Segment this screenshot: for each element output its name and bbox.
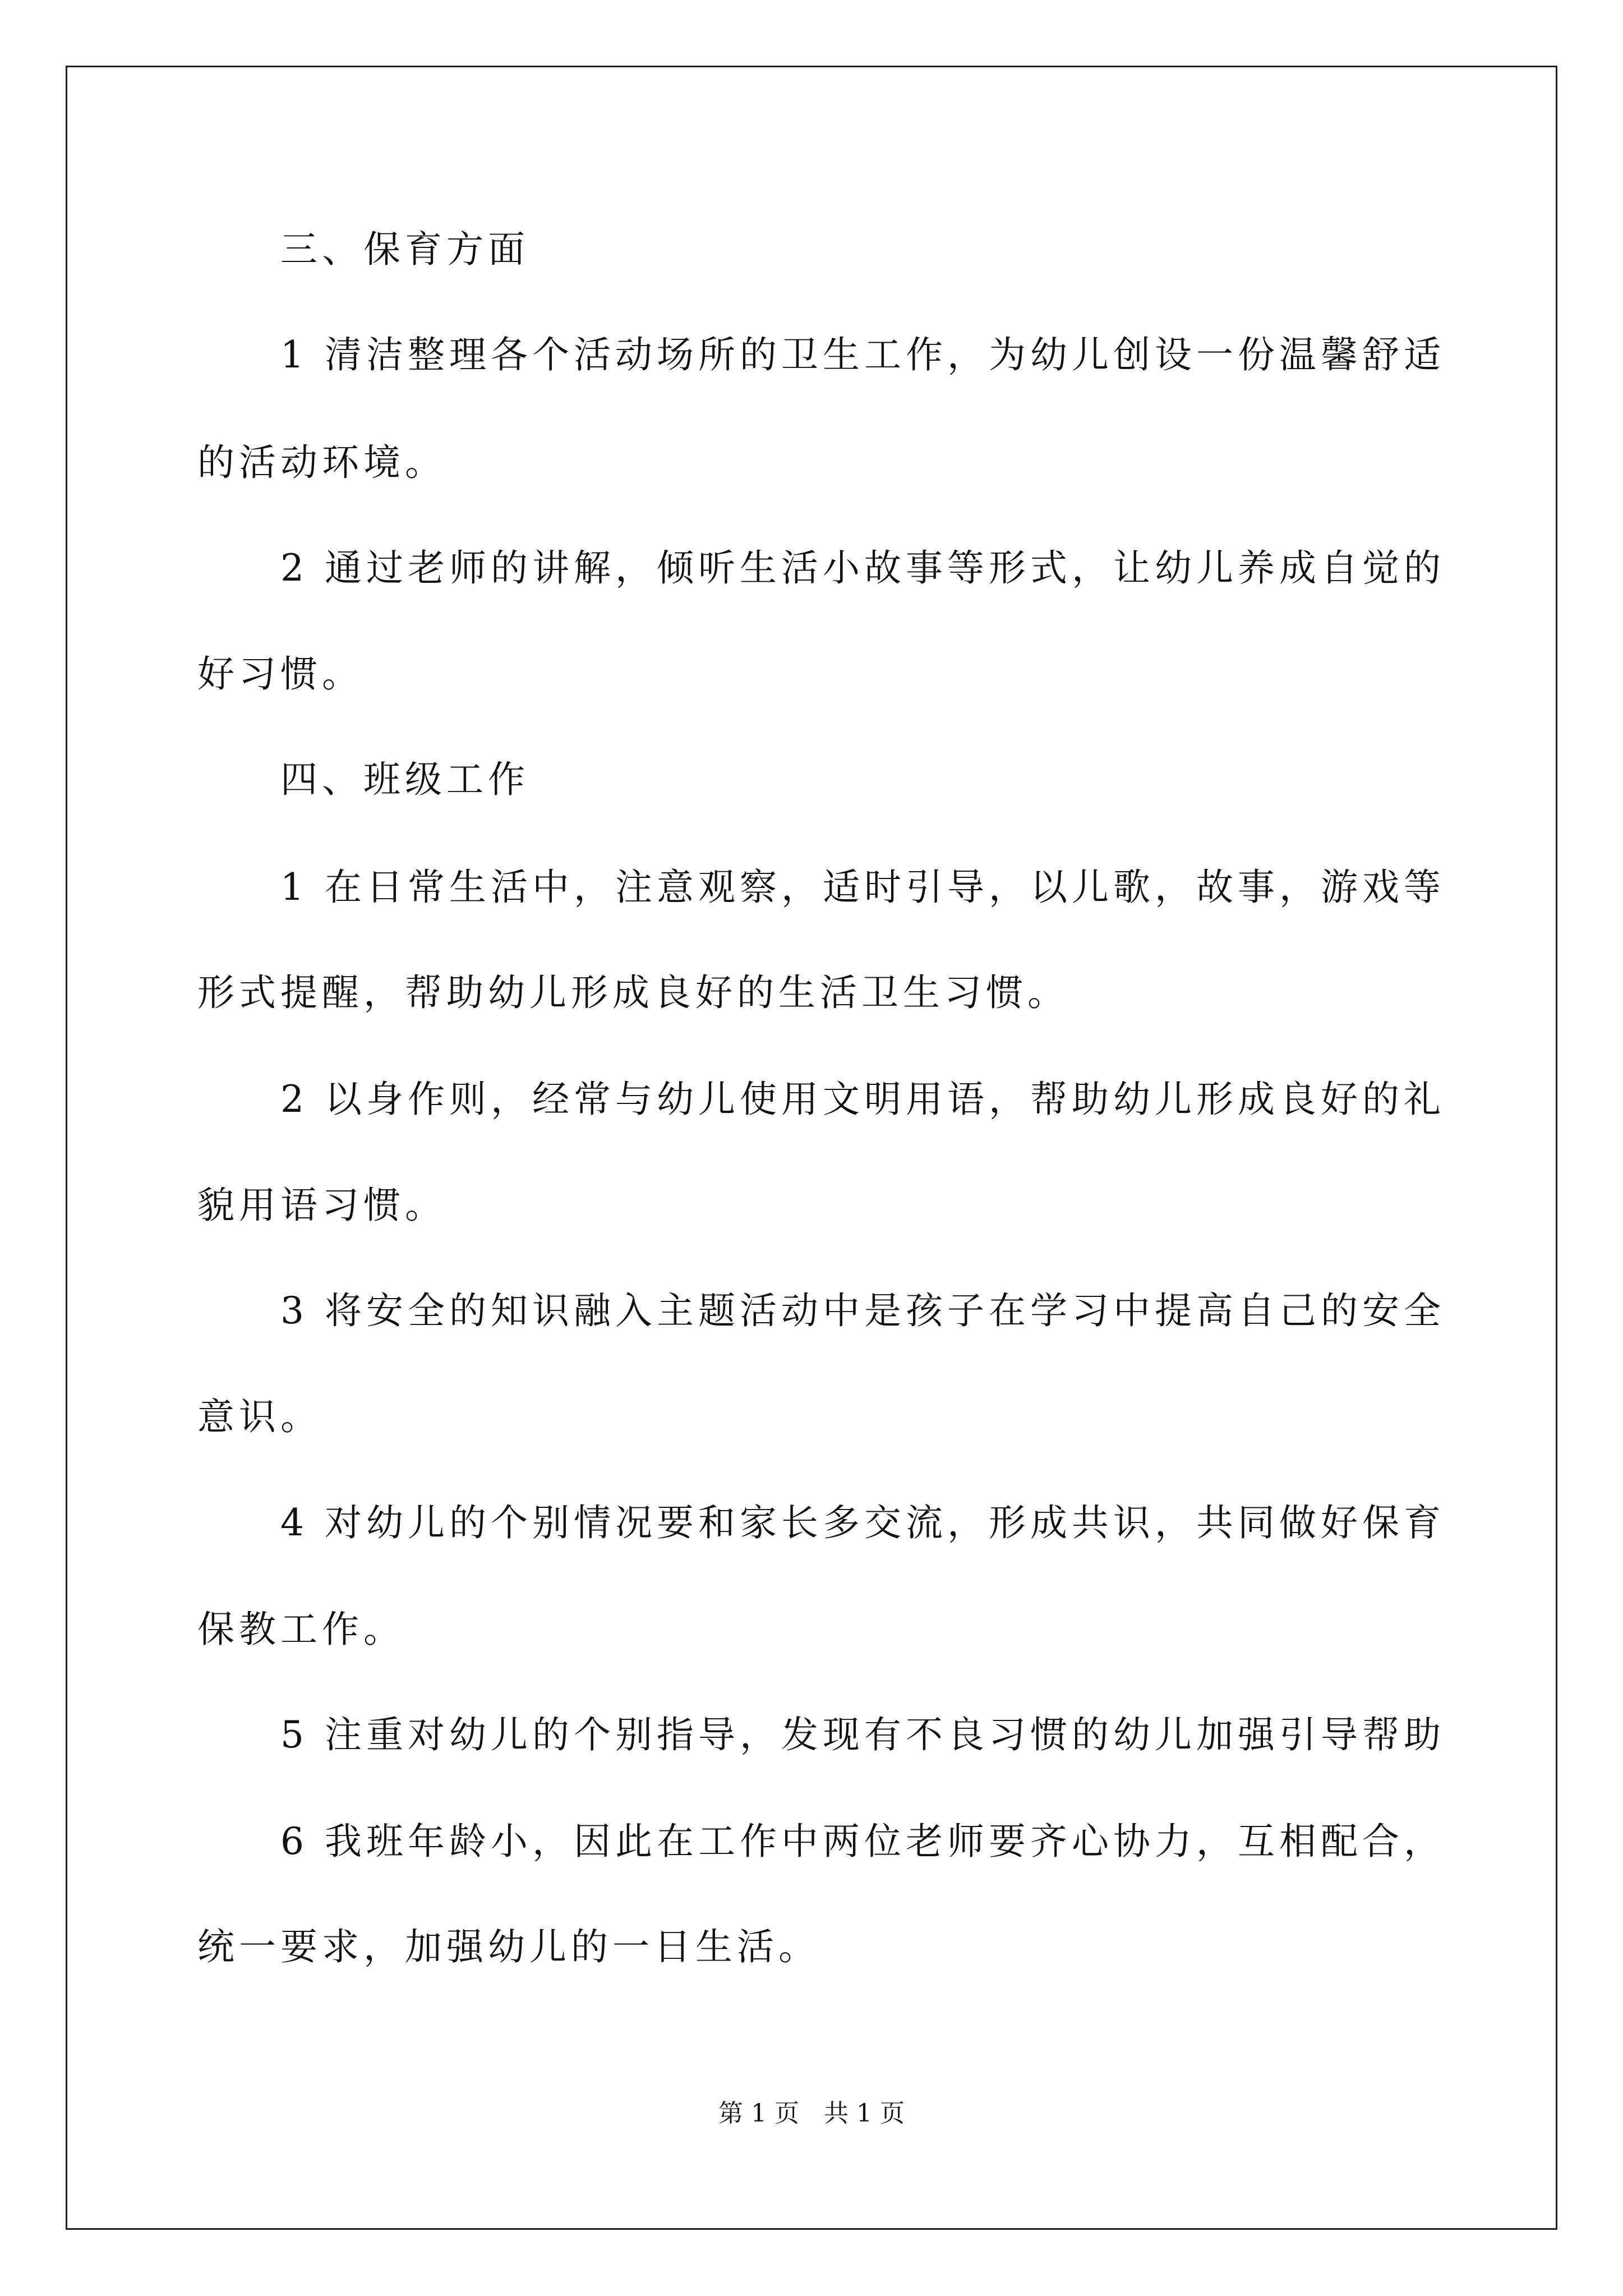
section-heading-class-work: 四、班级工作 [280,758,529,801]
paragraph-line: 形式提醒，帮助幼儿形成良好的生活卫生习惯。 [197,971,1069,1014]
paragraph-line: 貌用语习惯。 [197,1184,446,1227]
paragraph-line: 2 通过老师的讲解，倾听生活小故事等形式，让幼儿养成自觉的 [280,546,1445,590]
section-heading-childcare: 三、保育方面 [280,228,529,271]
page-footer: 第 1 页 共 1 页 [718,2099,905,2128]
page-border [66,66,1557,2230]
paragraph-line: 6 我班年龄小，因此在工作中两位老师要齐心协力，互相配合， [280,1820,1445,1863]
paragraph-line: 1 清洁整理各个活动场所的卫生工作，为幼儿创设一份温馨舒适 [280,333,1445,376]
paragraph-line: 好习惯。 [197,652,363,696]
paragraph-line: 1 在日常生活中，注意观察，适时引导，以儿歌，故事，游戏等 [280,866,1445,909]
paragraph-line: 意识。 [197,1395,322,1438]
paragraph-line: 统一要求，加强幼儿的一日生活。 [197,1925,820,1968]
paragraph-line: 5 注重对幼儿的个别指导，发现有不良习惯的幼儿加强引导帮助 [280,1713,1445,1756]
paragraph-line: 3 将安全的知识融入主题活动中是孩子在学习中提高自己的安全 [280,1289,1445,1332]
paragraph-line: 保教工作。 [197,1608,405,1651]
paragraph-line: 2 以身作则，经常与幼儿使用文明用语，帮助幼儿形成良好的礼 [280,1078,1445,1121]
paragraph-line: 的活动环境。 [197,441,446,484]
paragraph-line: 4 对幼儿的个别情况要和家长多交流，形成共识，共同做好保育 [280,1501,1445,1544]
